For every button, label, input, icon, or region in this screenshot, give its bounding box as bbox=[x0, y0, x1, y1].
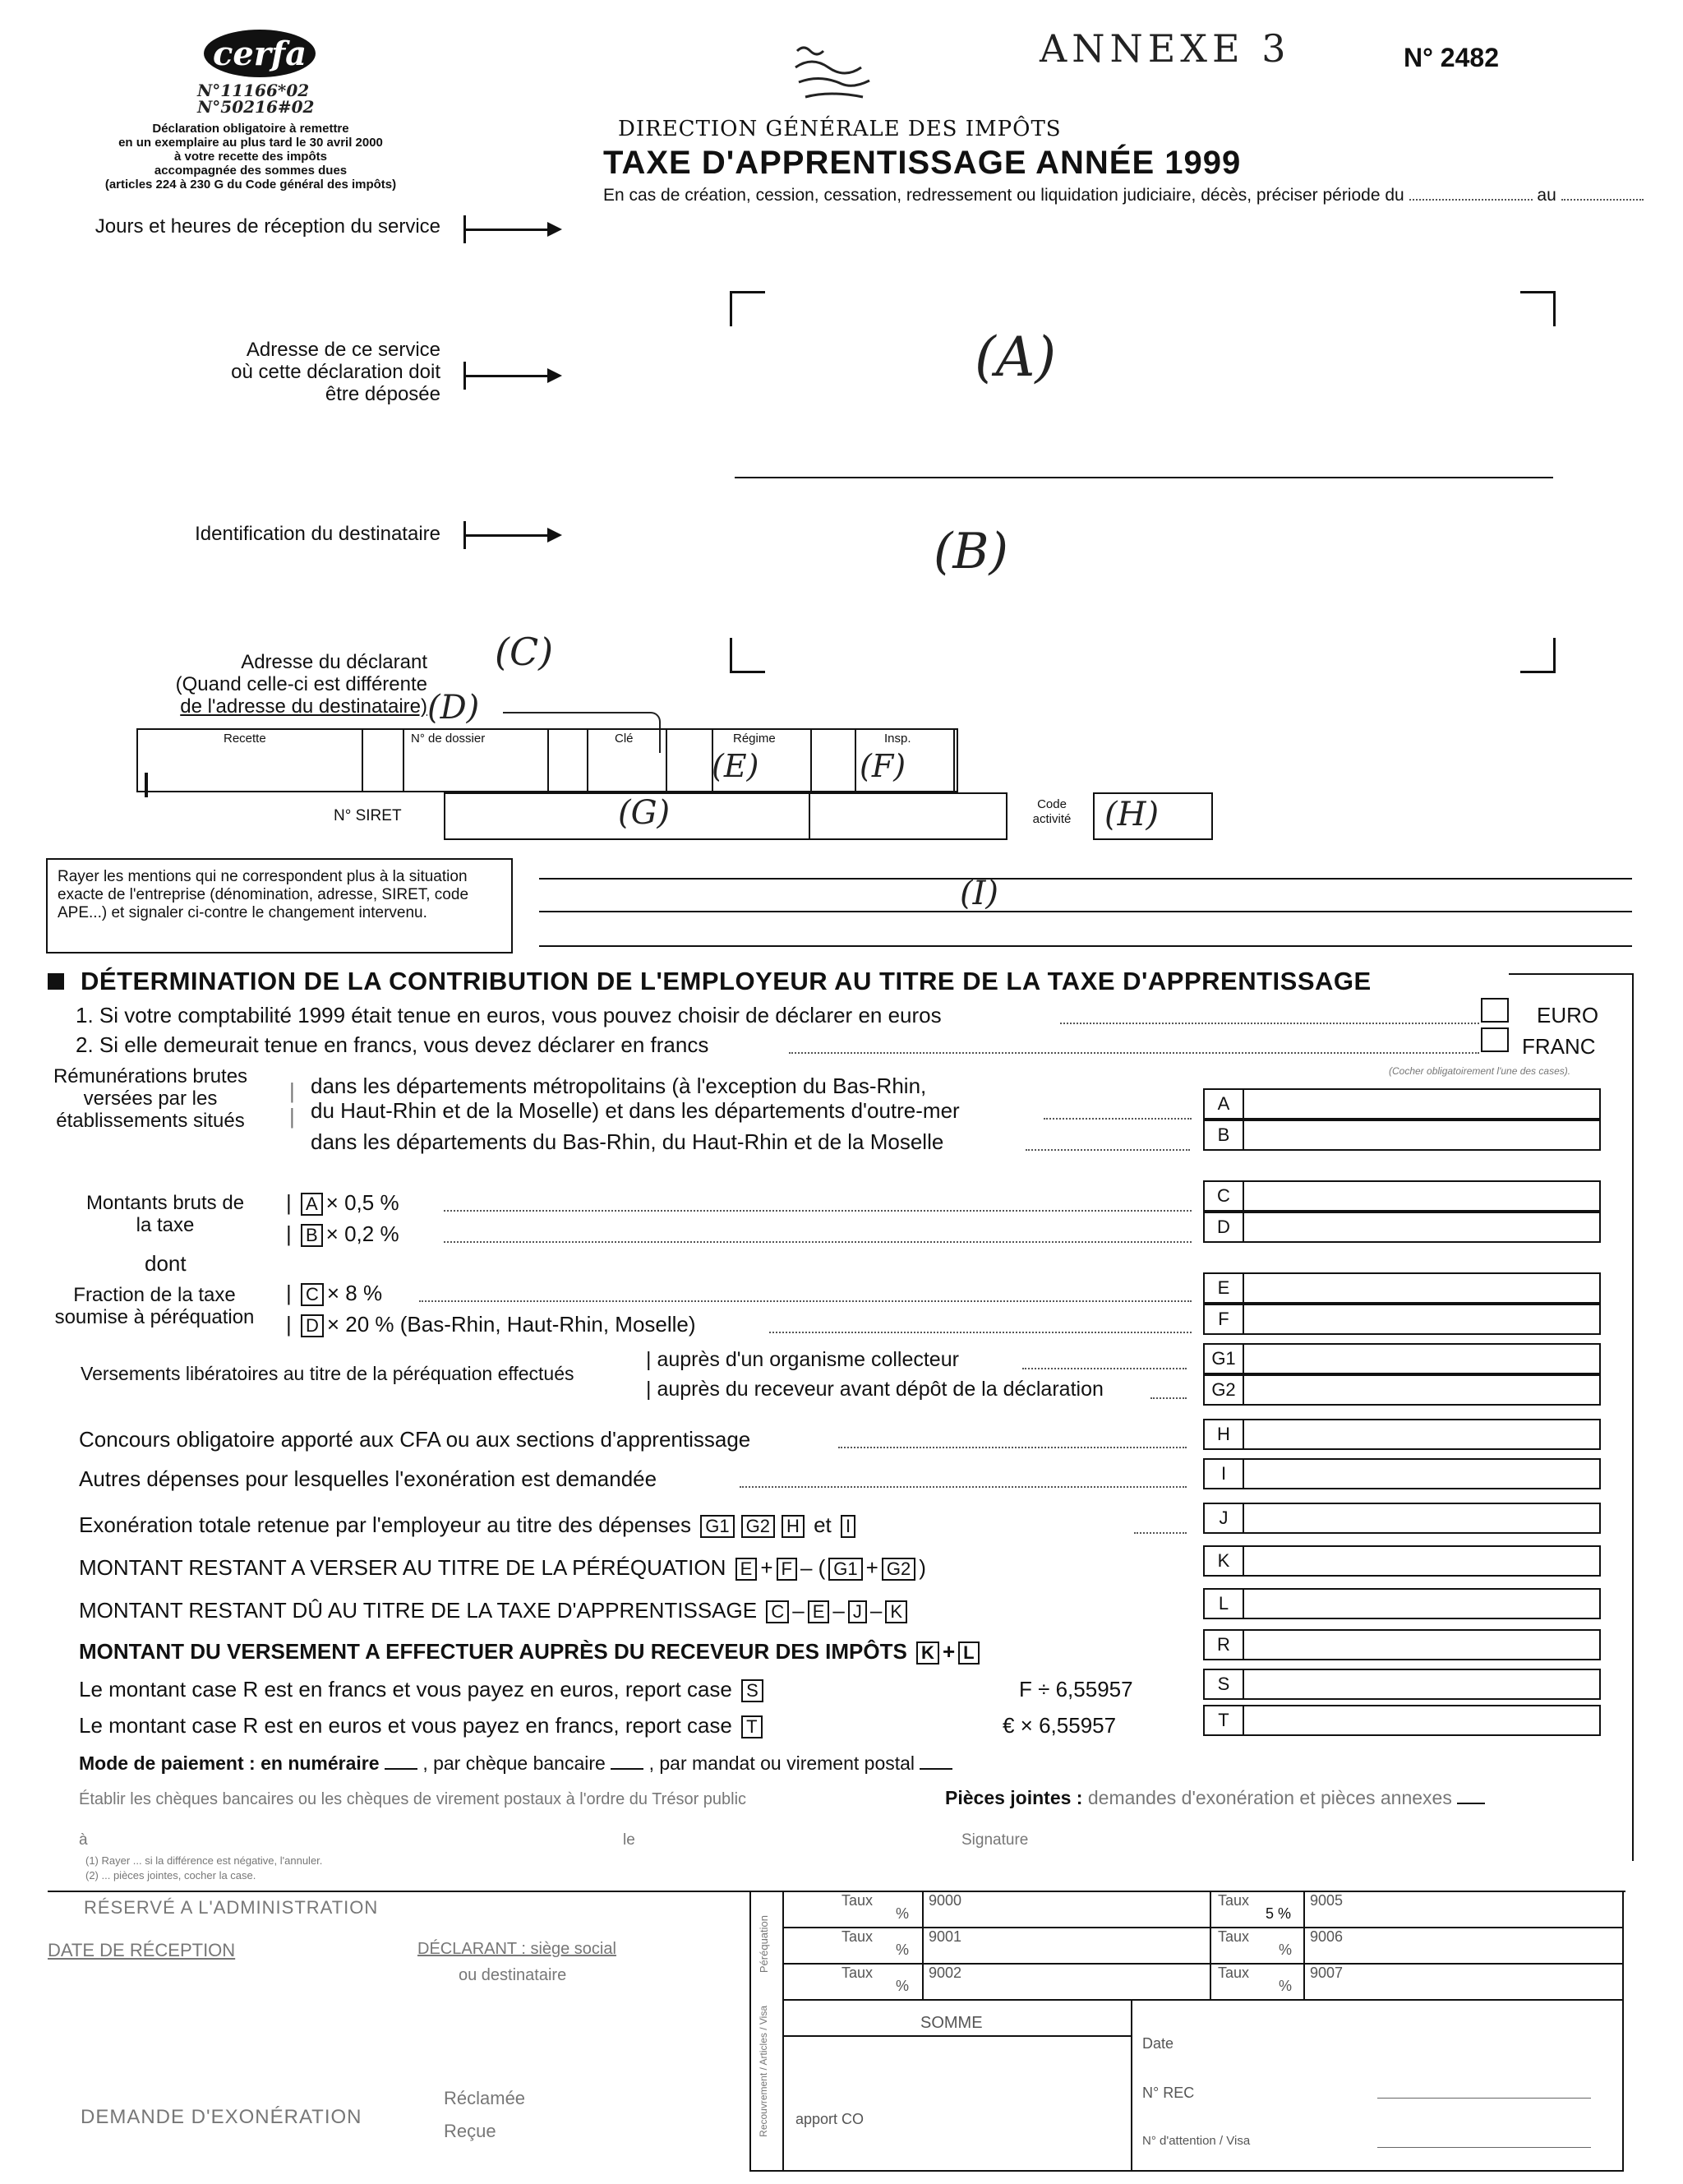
declarant-label bbox=[417, 1940, 616, 1959]
nattention-label: N° d'attention / Visa bbox=[1142, 2134, 1251, 2148]
footnote-2: (2) ... pièces jointes, cocher la case. bbox=[85, 1869, 256, 1882]
code-9001: 9001 bbox=[929, 1928, 962, 1945]
row-s-rate: F ÷ 6,55957 bbox=[1019, 1677, 1133, 1701]
taux-1: Taux bbox=[842, 1892, 874, 1909]
field-c-letter: C bbox=[1205, 1182, 1244, 1210]
taux-2: Taux bbox=[842, 1928, 874, 1945]
row-j-label: Exonération totale retenue par l'employeur au titre des dépenses bbox=[79, 1512, 691, 1537]
ref-c2: C bbox=[766, 1600, 789, 1623]
pieces-text: demandes d'exonération et pièces annexes bbox=[1087, 1787, 1452, 1808]
row-s-text bbox=[79, 1677, 767, 1702]
row-k-label: MONTANT RESTANT A VERSER AU TITRE DE LA PÉRÉQUATION bbox=[79, 1555, 726, 1580]
field-f-letter: F bbox=[1205, 1305, 1244, 1333]
ref-t: T bbox=[741, 1715, 762, 1738]
cle-header: Clé bbox=[615, 732, 634, 746]
declarant-text: DÉCLARANT : siège social bbox=[417, 1940, 616, 1958]
code-9000: 9000 bbox=[929, 1892, 962, 1909]
form-number: N° 2482 bbox=[1404, 43, 1499, 72]
field-t[interactable] bbox=[1203, 1705, 1601, 1736]
euro-checkbox[interactable] bbox=[1481, 998, 1509, 1023]
code-activite-label: Code activité bbox=[1032, 797, 1072, 826]
field-k[interactable] bbox=[1203, 1545, 1601, 1577]
field-a[interactable] bbox=[1203, 1088, 1601, 1120]
row-b-text: dans les départements du Bas-Rhin, du Haut-Rhin et de la Moselle bbox=[311, 1129, 944, 1154]
footnote-1: (1) Rayer ... si la différence est négative, l'annuler. bbox=[85, 1854, 323, 1867]
field-e[interactable] bbox=[1203, 1272, 1601, 1304]
declarant-line-2: (Quand celle-ci est différente bbox=[175, 673, 427, 695]
dgi-emblem-icon bbox=[789, 43, 879, 109]
siret-field[interactable] bbox=[444, 792, 1007, 840]
row-d-text: | B × 0,2 % bbox=[286, 1221, 399, 1246]
destinataire-label: ou destinataire bbox=[459, 1966, 567, 1984]
section-top-rule bbox=[1509, 973, 1634, 975]
ref-e: E bbox=[735, 1558, 758, 1581]
payment-mandat: , par mandat ou virement postal bbox=[648, 1752, 915, 1774]
window-corner-br bbox=[1520, 638, 1556, 673]
date-reception-label: DATE DE RÉCEPTION bbox=[48, 1940, 236, 1960]
handwritten-d: (D) bbox=[427, 689, 480, 727]
handwritten-g: (G) bbox=[618, 794, 671, 832]
check-note: (Cocher obligatoirement l'une des cases). bbox=[1389, 1065, 1571, 1077]
taux-6: Taux bbox=[1218, 1965, 1250, 1981]
field-l-letter: L bbox=[1205, 1590, 1244, 1618]
row-f-formula: × 20 % (Bas-Rhin, Haut-Rhin, Moselle) bbox=[326, 1312, 696, 1337]
field-c[interactable] bbox=[1203, 1180, 1601, 1212]
place-label: à bbox=[79, 1831, 88, 1849]
demande-label: DEMANDE D'EXONÉRATION bbox=[81, 2106, 362, 2128]
versements-label: Versements libératoires au titre de la péréquation effectués bbox=[81, 1363, 574, 1384]
ref-c: C bbox=[301, 1283, 324, 1306]
form-numbers: N°11166*02 N°50216#02 bbox=[197, 81, 315, 117]
recette-underline bbox=[145, 773, 148, 797]
service-address-line-1: Adresse de ce service bbox=[246, 339, 440, 361]
row-k-text: MONTANT RESTANT A VERSER AU TITRE DE LA PÉRÉQUATION E + F – ( G1 + G2 ) bbox=[79, 1555, 926, 1580]
recue-label: Reçue bbox=[444, 2121, 496, 2141]
field-h[interactable] bbox=[1203, 1419, 1601, 1450]
pct-1: % bbox=[896, 1905, 910, 1922]
field-g1-letter: G1 bbox=[1205, 1345, 1244, 1373]
date-le-label: le bbox=[623, 1831, 635, 1849]
change-line-1 bbox=[539, 878, 1632, 880]
field-i[interactable] bbox=[1203, 1458, 1601, 1489]
field-d[interactable] bbox=[1203, 1212, 1601, 1243]
pct-3: % bbox=[896, 1978, 910, 1994]
period-text: En cas de création, cession, cessation, redressement ou liquidation judiciaire, décès, préciser période du bbox=[603, 186, 1404, 205]
change-line-2 bbox=[539, 911, 1632, 912]
handwritten-b: (B) bbox=[934, 523, 1008, 580]
field-b-letter: B bbox=[1205, 1121, 1244, 1149]
code-9006: 9006 bbox=[1310, 1928, 1344, 1945]
code-9007: 9007 bbox=[1310, 1965, 1344, 1981]
change-line-3 bbox=[539, 945, 1632, 947]
row-t-text bbox=[79, 1713, 766, 1738]
franc-checkbox[interactable] bbox=[1481, 1027, 1509, 1052]
field-j-letter: J bbox=[1205, 1504, 1244, 1532]
field-l[interactable] bbox=[1203, 1588, 1601, 1619]
ref-a: A bbox=[301, 1193, 323, 1216]
ref-b: B bbox=[301, 1224, 323, 1247]
cerfa-logo bbox=[204, 30, 316, 77]
field-g2[interactable] bbox=[1203, 1374, 1601, 1406]
somme-label: SOMME bbox=[920, 2014, 983, 2032]
ref-k: K bbox=[885, 1600, 907, 1623]
field-r-letter: R bbox=[1205, 1631, 1244, 1659]
signature-label: Signature bbox=[961, 1831, 1029, 1849]
row-g1-label: auprès d'un organisme collecteur bbox=[657, 1348, 959, 1371]
row-a-text-1: dans les départements métropolitains (à l'exception du Bas-Rhin, bbox=[311, 1074, 927, 1098]
field-j[interactable] bbox=[1203, 1503, 1601, 1534]
handwritten-e: (E) bbox=[712, 748, 759, 784]
declaration-line-5: (articles 224 à 230 G du Code général des impôts) bbox=[104, 178, 397, 192]
declarant-line-3: de l'adresse du destinataire) bbox=[180, 695, 427, 718]
row-t-rate: € × 6,55957 bbox=[1003, 1713, 1117, 1738]
ref-f: F bbox=[777, 1558, 797, 1581]
taux-5-number: 5 bbox=[1266, 1905, 1275, 1922]
field-k-letter: K bbox=[1205, 1547, 1244, 1575]
row-c-text: | A × 0,5 % bbox=[286, 1190, 399, 1215]
numeraire-checkbox[interactable] bbox=[385, 1753, 417, 1770]
handwritten-h: (H) bbox=[1104, 796, 1160, 833]
admin-table bbox=[749, 1891, 1624, 2172]
ref-h: H bbox=[782, 1515, 805, 1538]
field-i-letter: I bbox=[1205, 1460, 1244, 1488]
handwritten-a: (A) bbox=[975, 326, 1057, 389]
taux-3: Taux bbox=[842, 1965, 874, 1981]
service-address-line-3: être déposée bbox=[325, 383, 440, 405]
reserve-label: RÉSERVÉ A L'ADMINISTRATION bbox=[84, 1897, 379, 1918]
mandat-checkbox[interactable] bbox=[920, 1753, 952, 1770]
ref-d: D bbox=[301, 1314, 324, 1337]
row-d-formula: × 0,2 % bbox=[325, 1221, 399, 1246]
row-g2-text: | auprès du receveur avant dépôt de la déclaration bbox=[646, 1378, 1104, 1401]
ref-e2: E bbox=[808, 1600, 830, 1623]
payment-cheque: , par chèque bancaire bbox=[422, 1752, 606, 1774]
siret-label: N° SIRET bbox=[334, 807, 402, 824]
field-g2-letter: G2 bbox=[1205, 1376, 1244, 1404]
ref-s: S bbox=[741, 1679, 763, 1702]
pct-4: % bbox=[1278, 1905, 1292, 1922]
field-r[interactable] bbox=[1203, 1629, 1601, 1660]
dossier-header: N° de dossier bbox=[411, 732, 486, 746]
ref-l: L bbox=[958, 1641, 979, 1665]
reception-label: Jours et heures de réception du service bbox=[95, 215, 440, 238]
declaration-line-4: accompagnée des sommes dues bbox=[154, 164, 348, 178]
notice-box bbox=[46, 858, 513, 953]
cheque-checkbox[interactable] bbox=[611, 1753, 643, 1770]
montants-label: Montants bruts de la taxe bbox=[85, 1192, 245, 1236]
cerfa-logo-text: cerfa bbox=[212, 34, 307, 73]
identification-label: Identification du destinataire bbox=[195, 523, 440, 545]
franc-label: FRANC bbox=[1522, 1034, 1596, 1059]
row-e-formula: × 8 % bbox=[326, 1281, 383, 1305]
page-title: TAXE D'APPRENTISSAGE ANNÉE 1999 bbox=[603, 145, 1242, 181]
ref-j: J bbox=[848, 1600, 867, 1623]
reception-arrow-icon bbox=[463, 217, 562, 242]
pieces-checkbox[interactable] bbox=[1457, 1788, 1485, 1804]
declaration-line-1: Déclaration obligatoire à remettre bbox=[152, 122, 349, 136]
row-s-label: Le montant case R est en francs et vous payez en euros, report case bbox=[79, 1677, 732, 1701]
ref-k2: K bbox=[916, 1641, 939, 1665]
ref-g2b: G2 bbox=[882, 1558, 915, 1581]
address-arrow-icon bbox=[463, 363, 562, 388]
service-address-label bbox=[231, 339, 440, 405]
recette-header: Recette bbox=[224, 732, 266, 746]
row-l-label: MONTANT RESTANT DÛ AU TITRE DE LA TAXE D'APPRENTISSAGE bbox=[79, 1598, 758, 1623]
pct-5: % bbox=[1279, 1942, 1293, 1958]
field-f[interactable] bbox=[1203, 1304, 1601, 1335]
pieces-label: Pièces jointes : bbox=[945, 1787, 1083, 1808]
taux-5: Taux bbox=[1218, 1928, 1250, 1945]
row-e-text: | C × 8 % bbox=[286, 1281, 383, 1305]
pct-6: % bbox=[1279, 1978, 1293, 1994]
row-l-text: MONTANT RESTANT DÛ AU TITRE DE LA TAXE D'APPRENTISSAGE C – E – J – K bbox=[79, 1598, 911, 1623]
brace-ab: | | bbox=[289, 1078, 295, 1129]
remun-label: Rémunérations brutes versées par les établissements situés bbox=[53, 1065, 248, 1132]
field-e-letter: E bbox=[1205, 1274, 1244, 1302]
row-g1-text: | auprès d'un organisme collecteur bbox=[646, 1348, 959, 1371]
declaration-line-2: en un exemplaire au plus tard le 30 avril 2000 bbox=[118, 136, 383, 150]
window-divider bbox=[735, 477, 1553, 478]
field-g1[interactable] bbox=[1203, 1343, 1601, 1374]
date-label: Date bbox=[1142, 2035, 1174, 2052]
row-f-text: | D × 20 % (Bas-Rhin, Haut-Rhin, Moselle) bbox=[286, 1312, 696, 1337]
payment-mode: Mode de paiement : en numéraire bbox=[79, 1752, 380, 1774]
declaration-line-3: à votre recette des impôts bbox=[174, 150, 327, 164]
insp-header: Insp. bbox=[884, 732, 911, 746]
fraction-label: Fraction de la taxe soumise à péréquation bbox=[54, 1284, 255, 1328]
direction-generale: DIRECTION GÉNÉRALE DES IMPÔTS bbox=[618, 117, 1062, 141]
declarant-address-label bbox=[176, 651, 427, 718]
pieces-line bbox=[945, 1787, 1485, 1809]
recouvrement-side-label: Recouvrement / Articles / Visa bbox=[758, 2006, 769, 2137]
declarant-line-1: Adresse du déclarant bbox=[241, 651, 427, 673]
nrec-label: N° REC bbox=[1142, 2085, 1195, 2101]
handwritten-c: (C) bbox=[495, 630, 554, 674]
section-right-rule bbox=[1632, 973, 1634, 1861]
ref-i: I bbox=[841, 1515, 855, 1538]
period-to: au bbox=[1537, 186, 1556, 205]
period-line bbox=[603, 186, 1644, 205]
row-g2-label: auprès du receveur avant dépôt de la déclaration bbox=[657, 1378, 1104, 1401]
row-a-text-2: du Haut-Rhin et de la Moselle) et dans les départements d'outre-mer bbox=[311, 1098, 960, 1123]
field-b[interactable] bbox=[1203, 1120, 1601, 1151]
field-s[interactable] bbox=[1203, 1669, 1601, 1700]
field-a-letter: A bbox=[1205, 1090, 1244, 1118]
taux-5-value bbox=[1266, 1905, 1291, 1923]
etablir-text: Établir les chèques bancaires ou les chèques de virement postaux à l'ordre du Trésor public bbox=[79, 1790, 747, 1808]
row-t-label: Le montant case R est en euros et vous payez en francs, report case bbox=[79, 1713, 732, 1738]
window-corner-tl bbox=[730, 291, 765, 326]
dont-label: dont bbox=[145, 1251, 187, 1276]
section-title: DÉTERMINATION DE LA CONTRIBUTION DE L'EMPLOYEUR AU TITRE DE LA TAXE D'APPRENTISSAGE bbox=[81, 967, 1372, 995]
row-r-label: MONTANT DU VERSEMENT A EFFECTUER AUPRÈS DU RECEVEUR DES IMPÔTS bbox=[79, 1639, 907, 1664]
row-c-formula: × 0,5 % bbox=[325, 1190, 399, 1215]
payment-line bbox=[79, 1752, 952, 1775]
row-j-text: Exonération totale retenue par l'employeur au titre des dépenses G1 G2 H et I bbox=[79, 1512, 859, 1538]
pct-2: % bbox=[896, 1942, 910, 1958]
taux-4: Taux bbox=[1218, 1892, 1250, 1909]
row-h-text: Concours obligatoire apporté aux CFA ou aux sections d'apprentissage bbox=[79, 1427, 751, 1452]
regime-header: Régime bbox=[733, 732, 776, 746]
declaration-notice bbox=[58, 122, 444, 192]
window-corner-bl bbox=[730, 638, 765, 673]
section-bullet bbox=[48, 973, 64, 990]
handwritten-f: (F) bbox=[860, 748, 906, 784]
field-d-letter: D bbox=[1205, 1213, 1244, 1241]
annexe-label: ANNEXE 3 bbox=[1040, 26, 1291, 71]
field-t-letter: T bbox=[1205, 1706, 1244, 1734]
window-corner-tr bbox=[1520, 291, 1556, 326]
question-2: 2. Si elle demeurait tenue en francs, vous devez déclarer en francs bbox=[76, 1032, 709, 1057]
handwritten-i: (I) bbox=[960, 875, 999, 912]
question-1: 1. Si votre comptabilité 1999 était tenue en euros, vous pouvez choisir de déclarer en euros bbox=[76, 1003, 942, 1027]
identification-arrow-icon bbox=[463, 523, 562, 547]
euro-label: EURO bbox=[1537, 1003, 1599, 1027]
service-address-line-2: où cette déclaration doit bbox=[231, 361, 440, 383]
row-i-text: Autres dépenses pour lesquelles l'exonération est demandée bbox=[79, 1466, 657, 1491]
row-r-text: MONTANT DU VERSEMENT A EFFECTUER AUPRÈS DU RECEVEUR DES IMPÔTS K + L bbox=[79, 1639, 983, 1665]
field-h-letter: H bbox=[1205, 1420, 1244, 1448]
ref-g1: G1 bbox=[700, 1515, 734, 1538]
ref-g2: G2 bbox=[741, 1515, 775, 1538]
imputation-side-label: Péréquation bbox=[758, 1915, 770, 1974]
notice-text: Rayer les mentions qui ne correspondent plus à la situation exacte de l'entreprise (dénomination, adresse, SIRET, code APE...) et signaler ci-contre le changement intervenu. bbox=[58, 868, 469, 921]
ref-g1b: G1 bbox=[828, 1558, 862, 1581]
apport-label: apport CO bbox=[795, 2111, 865, 2127]
code-9005: 9005 bbox=[1310, 1892, 1344, 1909]
reclamee-label: Réclamée bbox=[444, 2088, 526, 2108]
code-9002: 9002 bbox=[929, 1965, 962, 1981]
field-s-letter: S bbox=[1205, 1670, 1244, 1698]
